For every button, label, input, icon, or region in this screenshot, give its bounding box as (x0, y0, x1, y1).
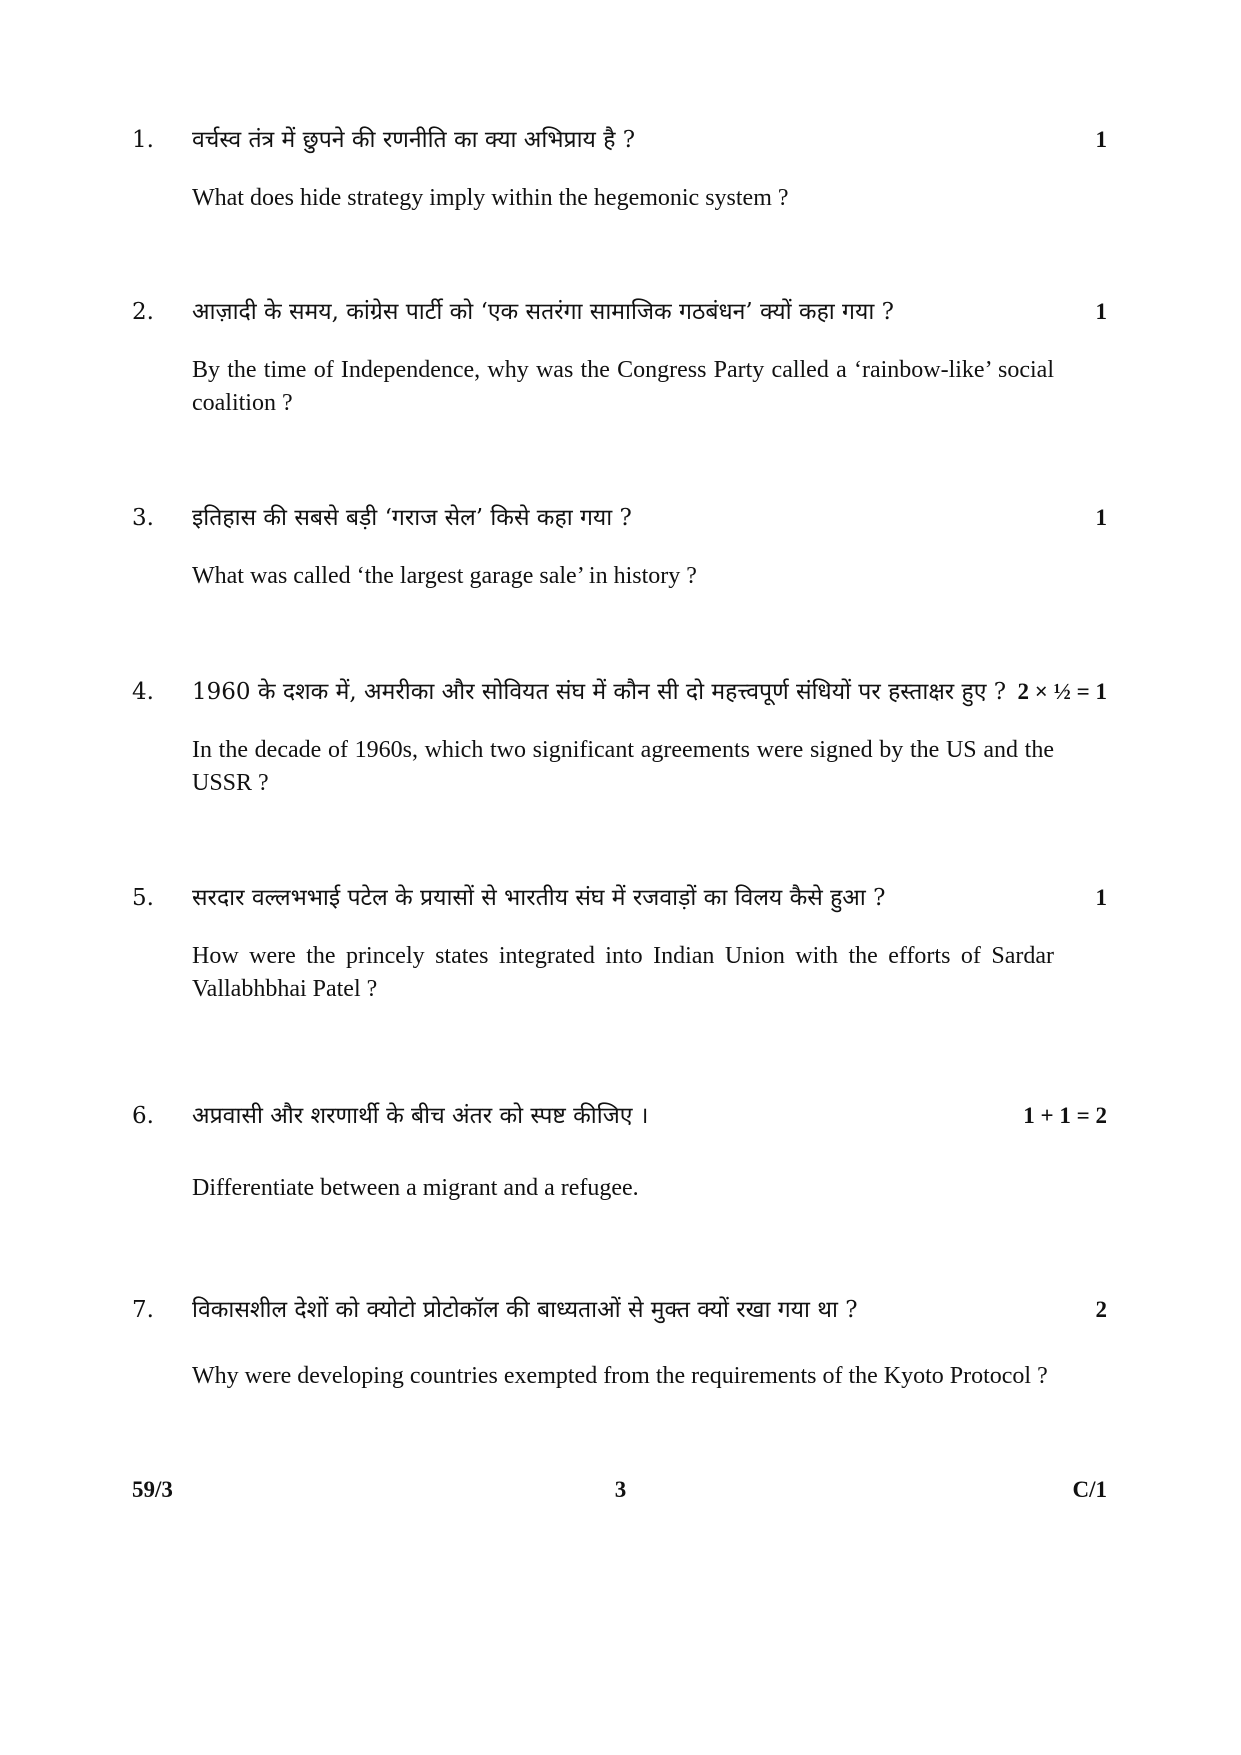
question-number: 1. (132, 127, 154, 153)
question-marks: 1 (1095, 505, 1107, 530)
paper-code: 59/3 (132, 1477, 173, 1502)
question-number: 6. (132, 1103, 154, 1129)
question-text-english: What was called ‘the largest garage sale’ in history ? (192, 563, 697, 589)
question-marks: 1 (1095, 299, 1107, 324)
question-marks: 1 (1095, 127, 1107, 152)
question-number: 4. (132, 679, 154, 705)
question-text-english: Differentiate between a migrant and a refugee. (192, 1175, 639, 1201)
question-marks: 1 + 1 = 2 (1023, 1103, 1107, 1128)
question-marks: 1 (1095, 885, 1107, 910)
question-text-hindi: विकासशील देशों को क्योटो प्रोटोकॉल की बाध्यताओं से मुक्त क्यों रखा गया था ? (192, 1297, 858, 1323)
question-marks: 2 (1095, 1297, 1107, 1322)
question-text-hindi: 1960 के दशक में, अमरीका और सोवियत संघ में कौन सी दो महत्त्वपूर्ण संधियों पर हस्ताक्षर हुए ? (192, 679, 1007, 705)
question-text-hindi: आज़ादी के समय, कांग्रेस पार्टी को ‘एक सतरंगा सामाजिक गठबंधन’ क्यों कहा गया ? (192, 299, 894, 325)
question-text-hindi: सरदार वल्लभभाई पटेल के प्रयासों से भारतीय संघ में रजवाड़ों का विलय कैसे हुआ ? (192, 885, 886, 911)
question-number: 5. (132, 885, 154, 911)
question-number: 7. (132, 1297, 154, 1323)
page-number: 3 (614, 1477, 627, 1502)
question-text-english: What does hide strategy imply within the hegemonic system ? (192, 185, 789, 211)
page-footer (0, 1474, 1241, 1506)
question-text-hindi: अप्रवासी और शरणार्थी के बीच अंतर को स्पष्ट कीजिए । (192, 1103, 649, 1129)
question-text-hindi: वर्चस्व तंत्र में छुपने की रणनीति का क्या अभिप्राय है ? (192, 127, 636, 153)
set-code: C/1 (1072, 1477, 1107, 1502)
question-number: 3. (132, 505, 154, 531)
question-text-english: How were the princely states integrated into Indian Union with the efforts of Sardar Vallabhbhai Patel ? (192, 943, 1054, 1002)
question-text-english: By the time of Independence, why was the Congress Party called a ‘rainbow-like’ social coalition ? (192, 357, 1054, 416)
question-marks: 2 × ½ = 1 (1017, 679, 1107, 704)
question-text-english: In the decade of 1960s, which two significant agreements were signed by the US and the USSR ? (192, 737, 1054, 796)
question-text-hindi: इतिहास की सबसे बड़ी ‘गराज सेल’ किसे कहा गया ? (192, 505, 632, 531)
question-number: 2. (132, 299, 154, 325)
question-text-english: Why were developing countries exempted from the requirements of the Kyoto Protocol ? (192, 1363, 1048, 1389)
